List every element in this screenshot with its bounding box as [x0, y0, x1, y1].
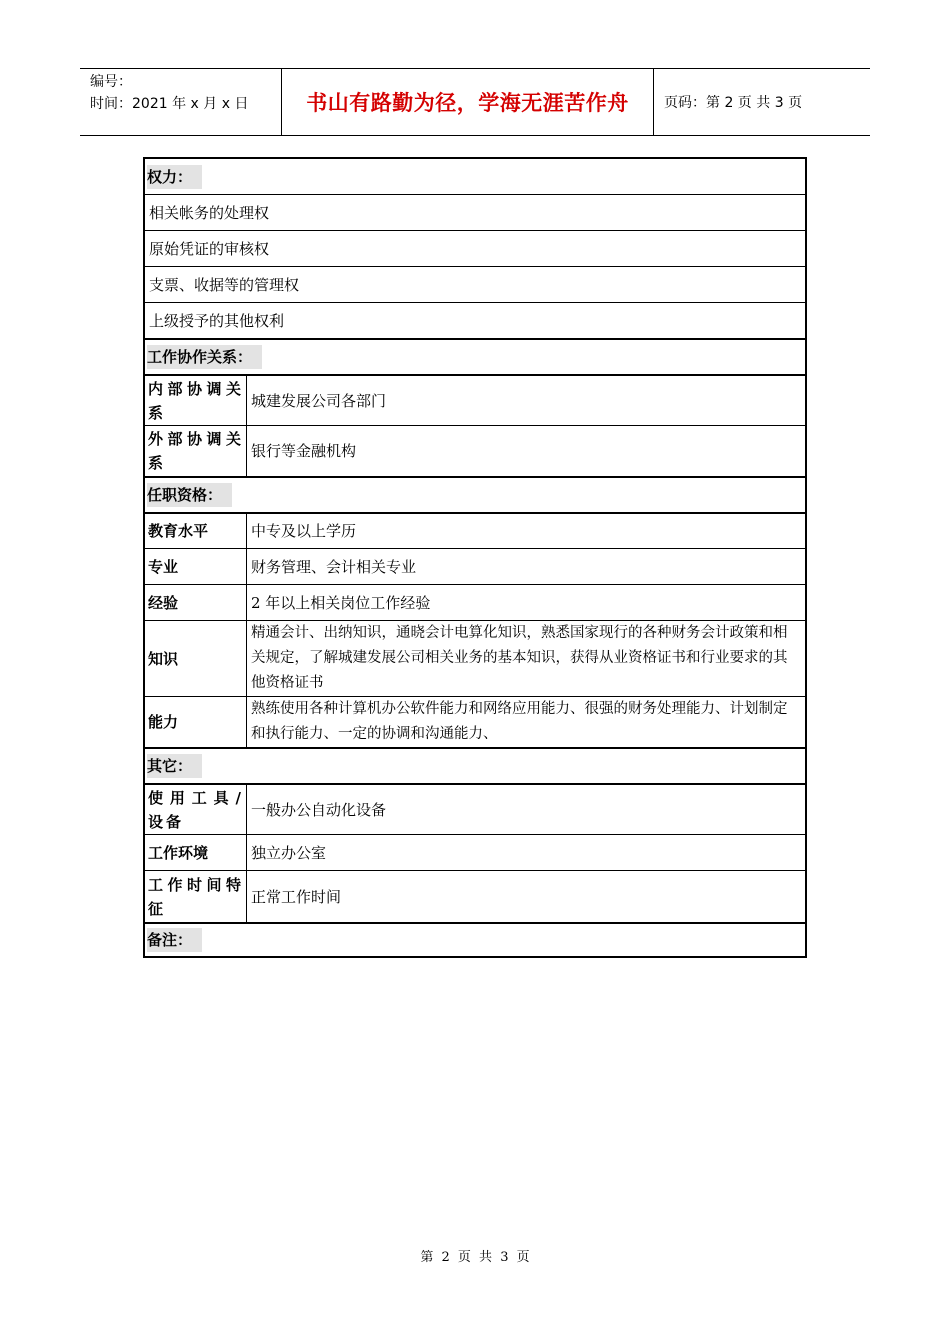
relations-row: [145, 425, 805, 476]
header-meta: [80, 69, 282, 135]
section-header-relations: [145, 338, 805, 374]
authority-item: 相关帐务的处理权: [149, 203, 270, 222]
other-row: [145, 870, 805, 922]
qualification-row: [145, 620, 805, 696]
other-row: [145, 834, 805, 870]
row-label: 知识: [145, 621, 247, 696]
section-title: 任职资格：: [147, 483, 232, 507]
header-page-info: 页码：第 2 页 共 3 页: [664, 95, 803, 111]
page-header: [80, 68, 870, 136]
row-value: 财务管理、会计相关专业: [251, 557, 417, 576]
section-title: 其它：: [147, 754, 202, 778]
authority-row: [145, 302, 805, 338]
row-label: 工作时间特征: [145, 871, 247, 922]
row-value: 熟练使用各种计算机办公软件能力和网络应用能力、很强的财务处理能力、计划制定和执行能力、一定的协调和沟通能力、: [251, 701, 788, 742]
row-value: 2 年以上相关岗位工作经验: [251, 593, 431, 612]
row-label: 内部协调关系: [145, 376, 247, 425]
row-value: 城建发展公司各部门: [251, 391, 387, 410]
row-value: 精通会计、出纳知识，通晓会计电算化知识，熟悉国家现行的各种财务会计政策和相关规定，了解城建发展公司相关业务的基本知识，获得从业资格证书和行业要求的其他资格证书: [251, 625, 788, 691]
row-value: 独立办公室: [251, 843, 327, 862]
job-description-table: [143, 157, 807, 958]
other-row: [145, 783, 805, 834]
authority-item: 支票、收据等的管理权: [149, 275, 300, 294]
document-time: 时间：2021 年 x 月 x 日: [90, 96, 249, 112]
row-label: 专业: [145, 549, 247, 584]
row-value: 中专及以上学历: [251, 522, 357, 540]
section-header-remarks: [145, 922, 805, 956]
section-header-qualifications: [145, 476, 805, 512]
row-value: 一般办公自动化设备: [251, 800, 387, 819]
row-value: 银行等金融机构: [251, 442, 357, 460]
section-header-other: [145, 747, 805, 783]
row-value: 正常工作时间: [251, 887, 342, 906]
page-footer: 第 2 页 共 3 页: [420, 1250, 530, 1265]
section-title: 工作协作关系：: [147, 345, 262, 369]
authority-item: 原始凭证的审核权: [149, 239, 270, 258]
header-motto: 书山有路勤为径，学海无涯苦作舟: [282, 69, 654, 135]
row-label: 工作环境: [145, 835, 247, 870]
qualification-row: [145, 548, 805, 584]
qualification-row: [145, 512, 805, 548]
relations-row: [145, 374, 805, 425]
section-header-authority: [145, 159, 805, 194]
authority-row: [145, 194, 805, 230]
document-number: 编号：: [90, 74, 132, 90]
row-label: 教育水平: [145, 514, 247, 548]
qualification-row: [145, 584, 805, 620]
authority-row: [145, 266, 805, 302]
section-title: 备注：: [147, 928, 202, 952]
authority-row: [145, 230, 805, 266]
row-label: 能力: [145, 697, 247, 747]
section-title: 权力：: [147, 165, 202, 189]
row-label: 使用工具/设备: [145, 785, 247, 834]
qualification-row: [145, 696, 805, 747]
authority-item: 上级授予的其他权利: [149, 311, 285, 330]
row-label: 外部协调关系: [145, 426, 247, 476]
row-label: 经验: [145, 585, 247, 620]
